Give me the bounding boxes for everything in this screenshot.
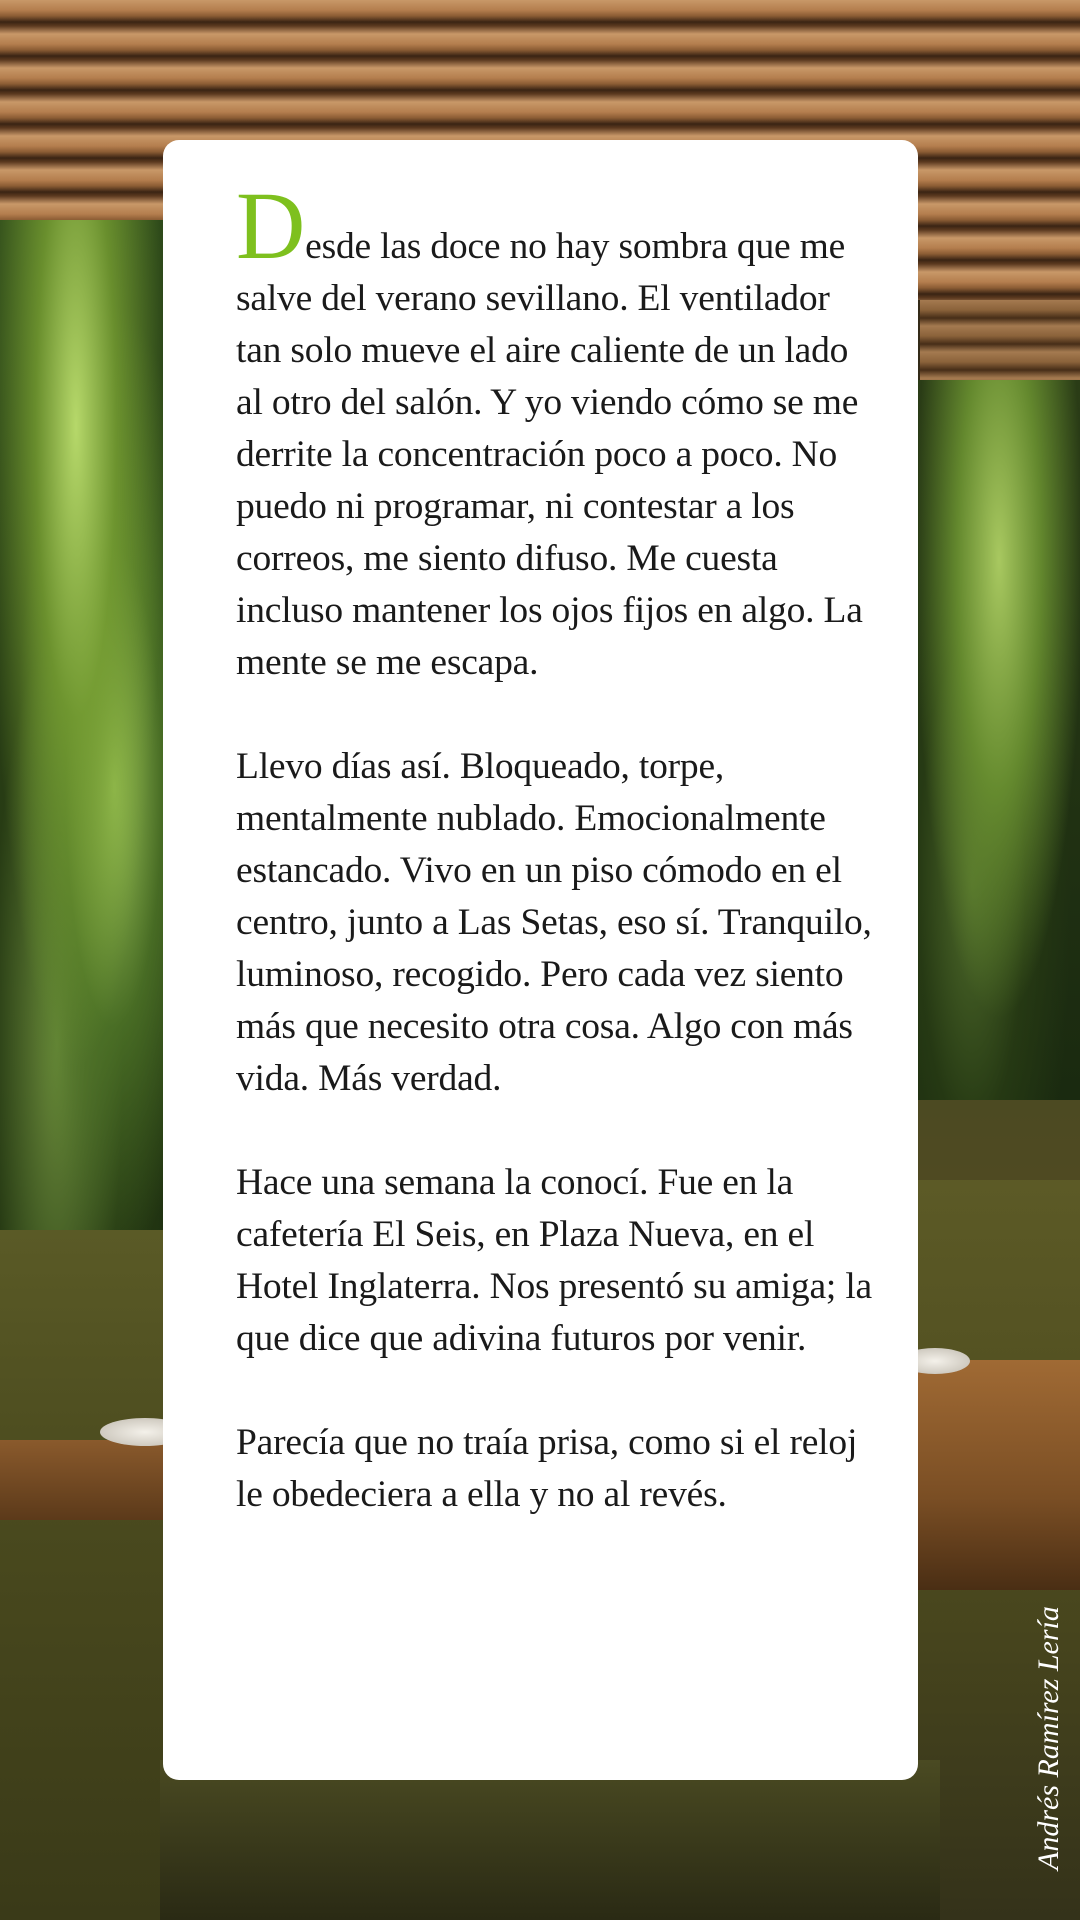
author-signature: Andrés Ramírez Lería [1032, 1606, 1065, 1870]
wood-table-right [900, 1360, 1080, 1590]
paragraph-1-text: esde las doce no hay sombra que me salve del verano sevillano. El ventilador tan solo mueve el aire caliente de un lado al otro del salón. Y yo viendo cómo se me derrite la concentración poco a poco. No puedo ni programar, ni contestar a los correos, me siento difuso. Me cuesta incluso mantener los ojos fijos en algo. La mente se me escapa. [236, 226, 863, 683]
article-body [236, 172, 876, 1573]
floor [160, 1760, 940, 1920]
paragraph-3: Hace una semana la conocí. Fue en la cafetería El Seis, en Plaza Nueva, en el Hotel Inglaterra. Nos presentó su amiga; la que dice que adivina futuros por venir. [236, 1162, 872, 1359]
text-card [163, 140, 918, 1780]
wood-table-left [0, 1440, 190, 1520]
paragraph-1 [236, 172, 876, 689]
plant-wall-right [900, 380, 1080, 1100]
drop-cap: D [236, 172, 306, 279]
plant-wall-left [0, 220, 190, 1250]
paragraph-2: Llevo días así. Bloqueado, torpe, mentalmente nublado. Emocionalmente estancado. Vivo en un piso cómodo en el centro, junto a Las Setas, eso sí. Tranquilo, luminoso, recogido. Pero cada vez siento más que necesito otra cosa. Algo con más vida. Más verdad. [236, 746, 872, 1099]
paragraph-4: Parecía que no traía prisa, como si el reloj le obedeciera a ella y no al revés. [236, 1422, 858, 1515]
